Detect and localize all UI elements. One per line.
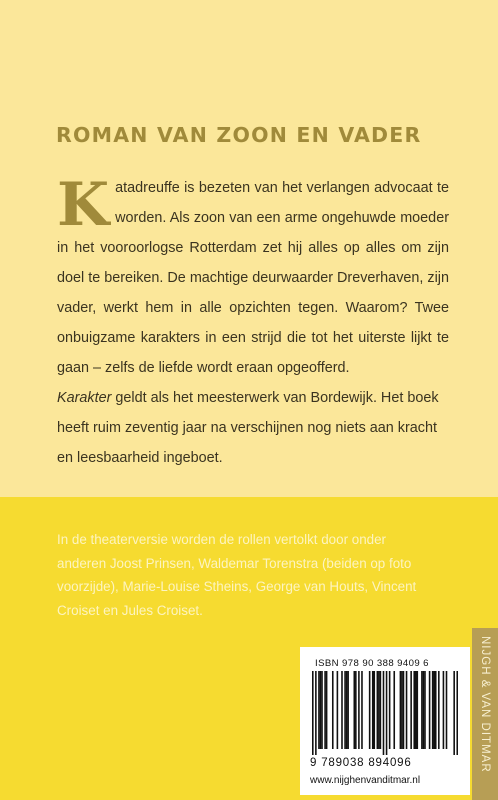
isbn-label: ISBN 978 90 388 9409 6 [315,658,429,669]
barcode-bar [383,671,385,755]
barcode-bar [315,671,317,755]
barcode-bar [446,671,448,749]
barcode-bar [443,671,445,749]
barcode-bar [373,671,375,749]
barcode-bar [326,671,328,749]
barcode-bar [432,671,434,749]
blurb-paragraph-1-text: atadreuffe is bezeten van het verlangen advocaat te worden. Als zoon van een arme ongehuwde moeder in het vooroorlogse Rotterdam zet hij alles op alles om zijn doel te bereiken. De machtige deurwaarder Dreverhaven, zijn vader, werkt hem in alle opzichten tegen. Waarom? Twee onbuigzame karakters in een strijd die tot het uiterste lijkt te gaan – zelfs de liefde wordt eraan opgeofferd. [57,180,449,376]
barcode-bar [355,671,357,749]
barcode-bar [423,671,425,749]
barcode-bar [378,671,380,749]
barcode-bar [358,671,360,749]
barcode-bar [321,671,323,749]
barcode-bar [415,671,417,749]
barcode-bar [377,671,379,749]
barcode-bar [312,671,314,755]
blurb-paragraph-1 [57,170,449,383]
barcode-bar [438,671,440,749]
barcode-bar [403,671,405,749]
drop-cap: K [57,170,110,240]
ean-digits: 9 789038 894096 [310,757,412,769]
barcode-bar [369,671,371,749]
ean-barcode [312,671,458,755]
barcode-bar [337,671,339,749]
barcode-bar [346,671,348,749]
book-title-italic: Karakter [57,390,112,406]
barcode-bar [320,671,322,749]
barcode-bar [372,671,374,749]
publisher-website: www.nijghenvanditmar.nl [310,775,421,786]
barcode-bar [456,671,458,755]
blurb-paragraph-2-text: geldt als het meesterwerk van Bordewijk. Het boek heeft ruim zeventig jaar na verschijnen nog niets aan kracht en leesbaarheid ingeboet. [57,390,439,466]
barcode-bar [380,671,382,749]
barcode-bar [433,671,435,749]
barcode-bar [429,671,431,749]
barcode-bar [386,671,388,755]
barcode-bar [413,671,415,749]
theatre-note: In de theaterversie worden de rollen vertolkt door onder anderen Joost Prinsen, Waldemar Torenstra (beiden op foto voorzijde), Marie-Louise Stheins, George van Houts, Vincent Croiset en Jules Croiset. [57,532,417,618]
barcode-bar [353,671,355,749]
barcode-bar [453,671,455,755]
barcode-bar [344,671,346,749]
publisher-name: NIJGH & VAN DITMAR [479,636,491,773]
barcode-bar [435,671,437,749]
barcode-bar [401,671,403,749]
barcode-bar [424,671,426,749]
barcode-box [300,647,470,795]
barcode-bar [347,671,349,749]
barcode-bar [400,671,402,749]
blurb-paragraph-2 [57,383,449,473]
barcode-bar [332,671,334,749]
barcode-bar [389,671,391,749]
barcode-bar [417,671,419,749]
section-heading: ROMAN VAN ZOON EN VADER [56,123,422,147]
barcode-bar [324,671,326,749]
barcode-bar [318,671,320,749]
barcode-bar [393,671,395,749]
barcode-bar [361,671,363,749]
barcode-bar [421,671,423,749]
barcode-bar [406,671,408,749]
blurb-text [57,170,449,473]
barcode-bar [410,671,412,749]
barcode-bar [341,671,343,749]
